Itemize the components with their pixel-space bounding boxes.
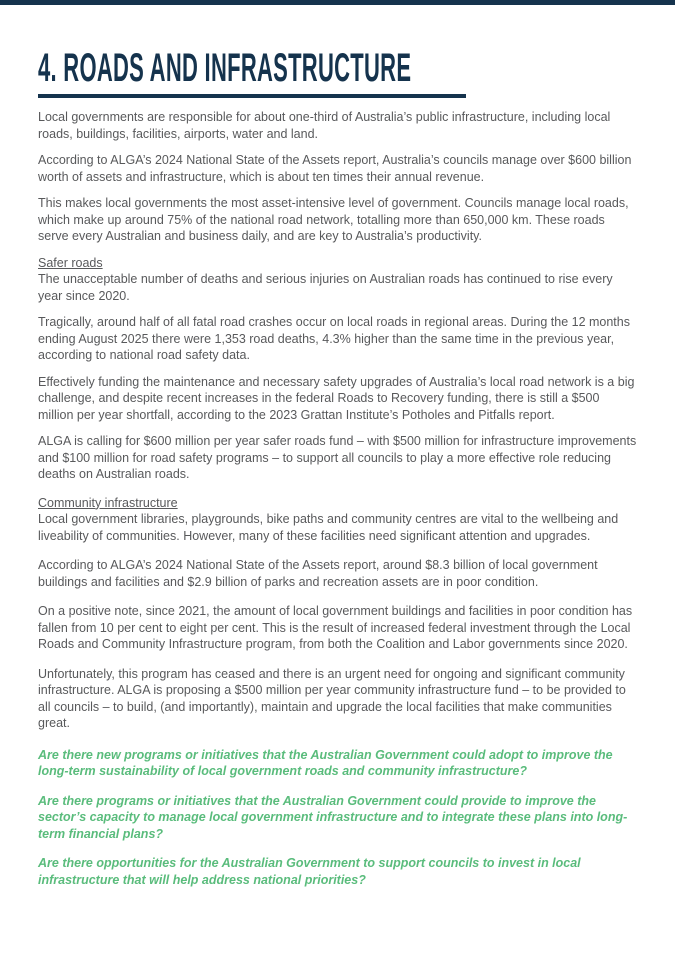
title-underline	[38, 94, 466, 98]
section-heading: Safer roads	[38, 255, 103, 270]
section-community-infrastructure	[38, 495, 638, 732]
paragraph: ALGA is calling for $600 million per year safer roads fund – with $500 million for infrastructure improvements and $100 million for road safety programs – to support all councils to play a more effective role reducing deaths on Australian roads.	[38, 434, 637, 481]
paragraph: Local governments are responsible for about one-third of Australia’s public infrastructure, including local roads, buildings, facilities, airports, water and land.	[38, 110, 611, 141]
paragraph: This makes local governments the most asset-intensive level of government. Councils manage local roads, which make up around 75% of the national road network, totalling more than 650,000 km. These roads serve every Australian and business daily, and are key to Australia’s productivity.	[38, 196, 629, 243]
paragraph: Unfortunately, this program has ceased and there is an urgent need for ongoing and significant community infrastructure. ALGA is proposing a $500 million per year community infrastructure fund – to be provided to all councils – to build, (and importantly), maintain and upgrade the local facilities that make communities great.	[38, 666, 626, 730]
question: Are there opportunities for the Australian Government to support councils to invest in local infrastructure that will help address national priorities?	[38, 856, 581, 887]
paragraph: The unacceptable number of deaths and serious injuries on Australian roads has continued to rise every year since 2020.	[38, 272, 613, 303]
top-accent-bar	[0, 0, 675, 5]
document-page	[0, 46, 675, 888]
section-intro	[38, 109, 638, 245]
question: Are there programs or initiatives that the Australian Government could provide to improve the sector’s capacity to manage local government infrastructure and to integrate these plans into long-term financial plans?	[38, 793, 628, 841]
paragraph: Effectively funding the maintenance and necessary safety upgrades of Australia’s local road network is a big challenge, and despite recent increases in the federal Roads to Recovery funding, there is still a $500 million per year shortfall, according to the 2023 Grattan Institute’s Potholes and Pitfalls report.	[38, 374, 635, 422]
page-title	[38, 46, 638, 90]
section-heading: Community infrastructure	[38, 495, 178, 510]
page-title-text: 4. ROADS AND INFRASTRUCTURE	[38, 46, 412, 90]
paragraph: According to ALGA’s 2024 National State of the Assets report, around $8.3 billion of local government buildings and facilities and $2.9 billion of parks and recreation assets are in poor condition.	[38, 558, 598, 589]
paragraph: Local government libraries, playgrounds, bike paths and community centres are vital to the wellbeing and liveability of communities. However, many of these facilities need significant attention and upgrades.	[38, 512, 619, 543]
paragraph: According to ALGA’s 2024 National State of the Assets report, Australia’s councils manage over $600 billion worth of assets and infrastructure, which is about ten times their annual revenue.	[38, 153, 632, 184]
consultation-questions	[38, 747, 638, 889]
document-body	[38, 109, 638, 888]
paragraph: On a positive note, since 2021, the amount of local government buildings and facilities in poor condition has fallen from 10 per cent to eight per cent. This is the result of increased federal investment through the Local Roads and Community Infrastructure program, from both the Coalition and Labor governments since 2020.	[38, 604, 633, 651]
section-safer-roads	[38, 255, 638, 483]
paragraph: Tragically, around half of all fatal road crashes occur on local roads in regional areas. During the 12 months ending August 2025 there were 1,353 road deaths, 4.3% higher than the same time in the previous year, according to national road safety data.	[38, 315, 630, 362]
question: Are there new programs or initiatives that the Australian Government could adopt to improve the long-term sustainability of local government roads and community infrastructure?	[38, 747, 613, 778]
